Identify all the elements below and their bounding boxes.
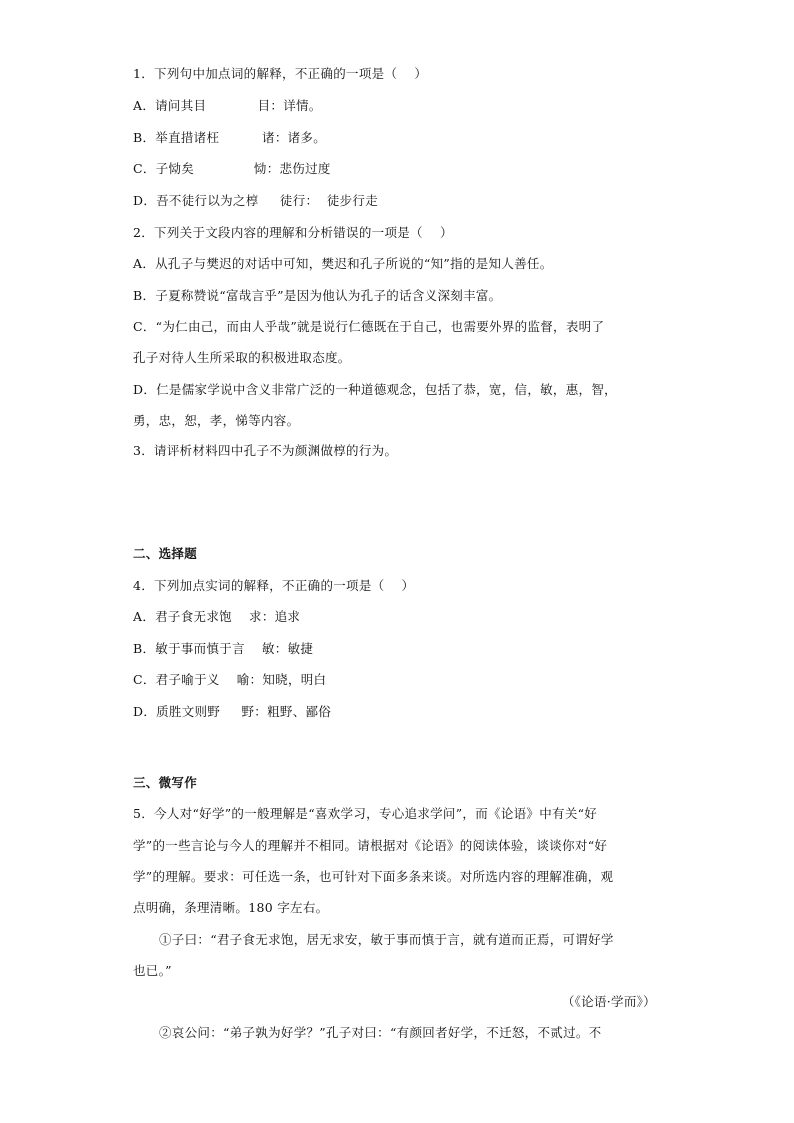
q2-option-b: B．子夏称赞说“富哉言乎”是因为他认为孔子的话含义深刻丰富。 bbox=[133, 288, 502, 303]
q5-line3: 学”的理解。要求：可任选一条，也可针对下面多条来谈。对所选内容的理解准确，观 bbox=[133, 869, 614, 884]
quote1-line1: ①子曰：“君子食无求饱，居无求安，敏于事而慎于言，就有道而正焉，可谓好学 bbox=[159, 932, 614, 947]
q1-option-c: C．子恸矣 恸：悲伤过度 bbox=[133, 161, 331, 176]
quote1-line2: 也已。” bbox=[133, 963, 172, 978]
quote2-line1: ②哀公问：“弟子孰为好学？”孔子对曰：“有颜回者好学，不迁怒，不贰过。不 bbox=[159, 1025, 602, 1040]
q4-stem: 4．下列加点实词的解释，不正确的一项是（ ） bbox=[133, 578, 415, 593]
q1-option-b: B．举直措诸枉 诸：诸多。 bbox=[133, 130, 327, 145]
q4-option-d: D．质胜文则野 野：粗野、鄙俗 bbox=[133, 704, 332, 719]
q2-option-c-line1: C．“为仁由己，而由人乎哉”就是说行仁德既在于自己，也需要外界的监督，表明了 bbox=[133, 319, 605, 334]
q5-line1: 5．今人对“好学”的一般理解是“喜欢学习，专心追求学问”，而《论语》中有关“好 bbox=[133, 806, 598, 821]
q2-option-a: A．从孔子与樊迟的对话中可知，樊迟和孔子所说的“知”指的是知人善任。 bbox=[133, 256, 553, 271]
q5-line2: 学”的一些言论与今人的理解并不相同。请根据对《论语》的阅读体验，谈谈你对“好 bbox=[133, 838, 608, 853]
q4-option-c: C．君子喻于义 喻：知晓，明白 bbox=[133, 672, 327, 687]
q2-stem: 2．下列关于文段内容的理解和分析错误的一项是（ ） bbox=[133, 225, 453, 240]
quote1-source: （《论语·学而》） bbox=[561, 994, 656, 1009]
section3-title: 三、微写作 bbox=[133, 775, 198, 790]
q2-option-d-line1: D．仁是儒家学说中含义非常广泛的一种道德观念，包括了恭，宽，信，敏，惠，智， bbox=[133, 382, 617, 397]
q2-option-c-line2: 孔子对待人生所采取的积极进取态度。 bbox=[133, 350, 351, 365]
q5-line4: 点明确，条理清晰。180 字左右。 bbox=[133, 900, 329, 915]
q1-option-d: D．吾不徒行以为之椁 徒行： 徒步行走 bbox=[133, 193, 379, 208]
q1-stem: 1．下列句中加点词的解释，不正确的一项是（ ） bbox=[133, 66, 428, 81]
q4-option-b: B．敏于事而慎于言 敏：敏捷 bbox=[133, 641, 314, 656]
section2-title: 二、选择题 bbox=[133, 546, 198, 561]
q2-option-d-line2: 勇，忠，恕，孝，悌等内容。 bbox=[133, 413, 300, 428]
q4-option-a: A．君子食无求饱 求：追求 bbox=[133, 609, 301, 624]
q3-stem: 3．请评析材料四中孔子不为颜渊做椁的行为。 bbox=[133, 443, 398, 458]
q1-option-a: A．请问其目 目：详情。 bbox=[133, 98, 322, 113]
